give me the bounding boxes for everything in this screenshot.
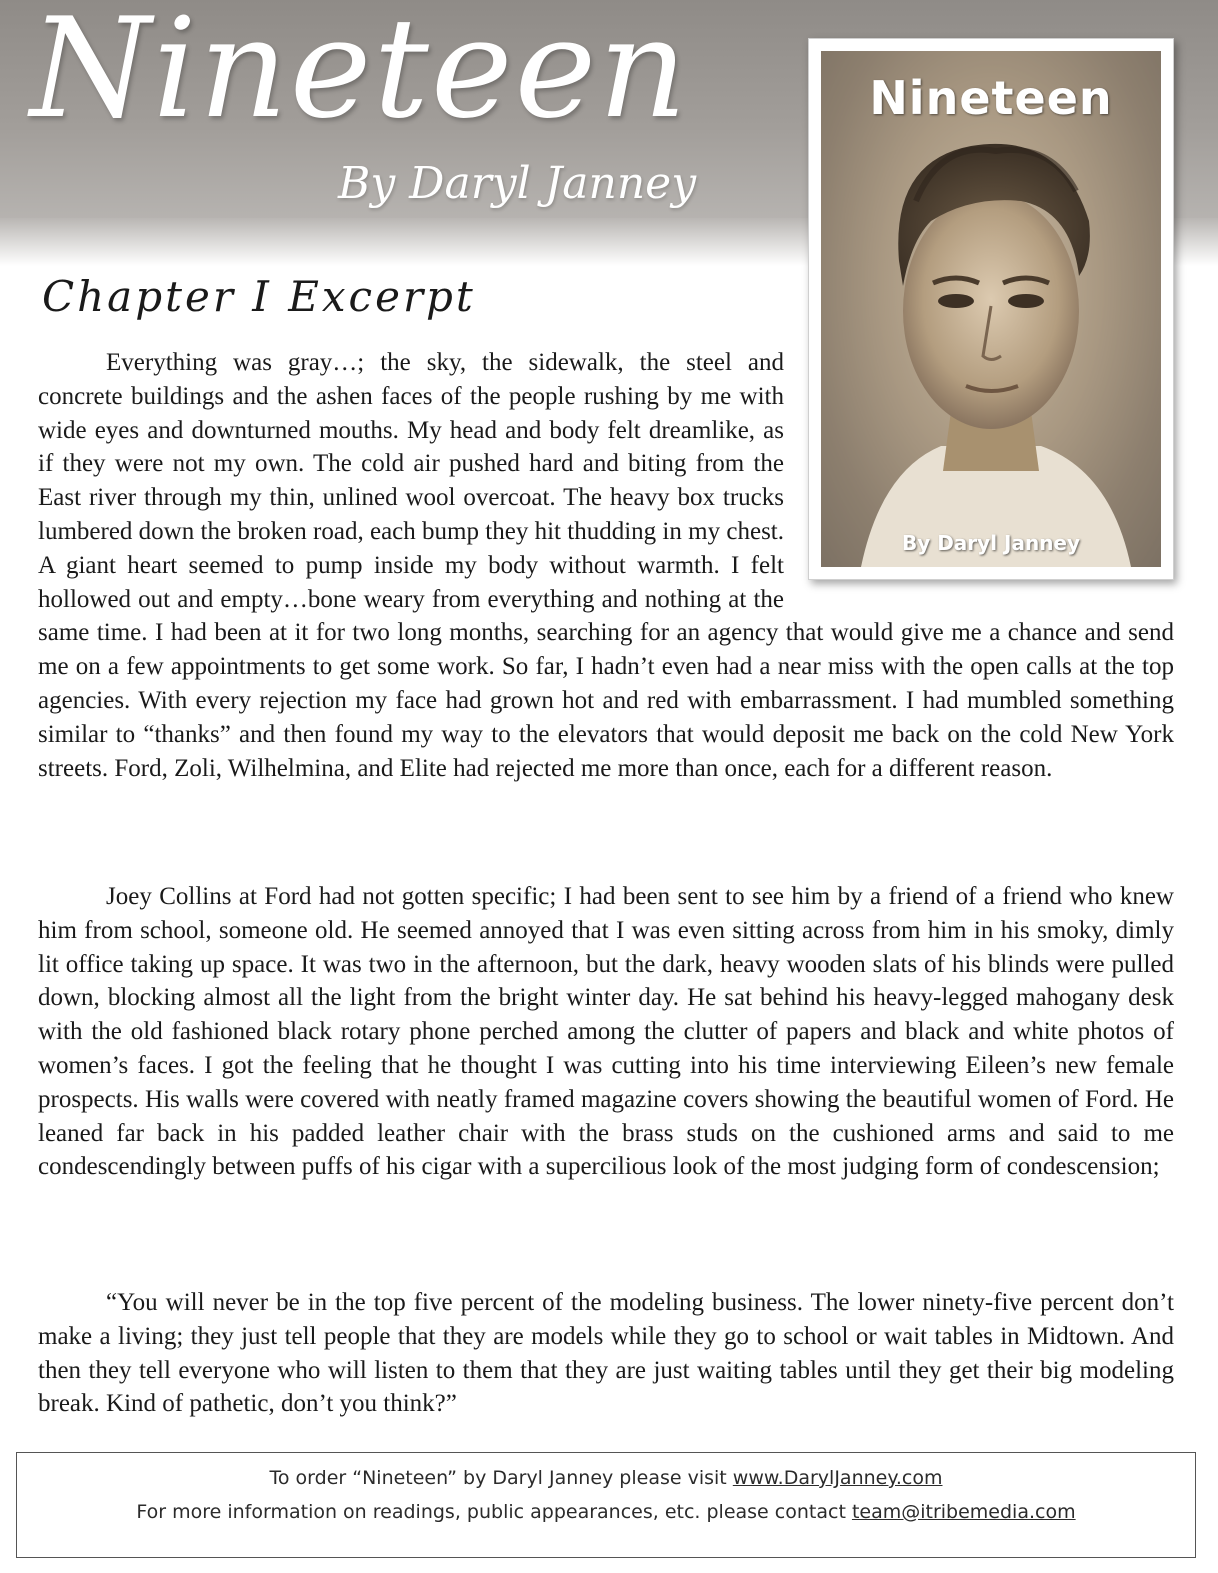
- paragraph-3: “You will never be in the top five percent of the modeling business. The lower ninety-five percent don’t make a living; they just tell people that they are models while they go to school or wait tables in Midtown. And then they tell everyone who will listen to them that they are just waiting tables until they get their big modeling break. Kind of pathetic, don’t you think?”: [38, 1289, 1174, 1418]
- contact-info-line: [17, 1501, 1195, 1523]
- cover-title: Nineteen: [869, 71, 1113, 125]
- contact-info-text: For more information on readings, public appearances, etc. please contact: [136, 1501, 852, 1523]
- email-link[interactable]: team@itribemedia.com: [851, 1501, 1076, 1523]
- paragraph-2: Joey Collins at Ford had not gotten specific; I had been sent to see him by a friend of a friend who knew him from school, someone old. He seemed annoyed that I was even sitting across from him in his smoky, dimly lit office taking up space. It was two in the afternoon, but the dark, heavy wooden slats of his blinds were pulled down, blocking almost all the light from the bright winter day. He sat behind his heavy-legged mahogany desk with the old fashioned black rotary phone perched among the clutter of papers and black and white photos of women’s faces. I got the feeling that he thought I was cutting into his time interviewing Eileen’s new female prospects. His walls were covered with neatly framed magazine covers showing the beautiful women of Ford. He leaned far back in his padded leather chair with the brass studs on the cushioned arms and said to me condescendingly between puffs of his cigar with a supercilious look of the most judging form of condescension;: [38, 883, 1174, 1181]
- order-info-line: [17, 1467, 1195, 1489]
- order-info-text: To order “Nineteen” by Daryl Janney please visit: [269, 1467, 733, 1489]
- paragraph-1-text: Everything was gray…; the sky, the sidewalk, the steel and concrete buildings and the ashen faces of the people rushing by me with wide eyes and downturned mouths. My head and body felt dreamlike, as if they were not my own. The cold air pushed hard and biting from the East river through my thin, unlined wool overcoat. The heavy box trucks lumbered down the broken road, each bump they hit thudding in my chest. A giant heart seemed to pump inside my body without warmth. I felt hollowed out and empty…bone weary from everything and nothing at the same time. I had been at it for two long months, searching for an agency that would give me a chance and send me on a few appointments to get some work. So far, I hadn’t even had a near miss with the open calls at the top agencies. With every rejection my face had grown hot and red with embarrassment. I had mumbled something similar to “thanks” and then found my way to the elevators that would deposit me back on the cold New York streets. Ford, Zoli, Wilhelmina, and Elite had rejected me more than once, each for a different reason.: [38, 349, 1174, 782]
- website-link[interactable]: www.DarylJanney.com: [732, 1467, 943, 1489]
- cover-author: By Daryl Janney: [901, 531, 1081, 555]
- cover-wrap-spacer: [784, 346, 1174, 610]
- paragraph-1: [38, 346, 1174, 785]
- author-byline: By Daryl Janney: [338, 158, 697, 209]
- footer-box: [16, 1452, 1196, 1558]
- chapter-heading: Chapter I Excerpt: [42, 272, 476, 321]
- page-title: Nineteen: [30, 0, 690, 149]
